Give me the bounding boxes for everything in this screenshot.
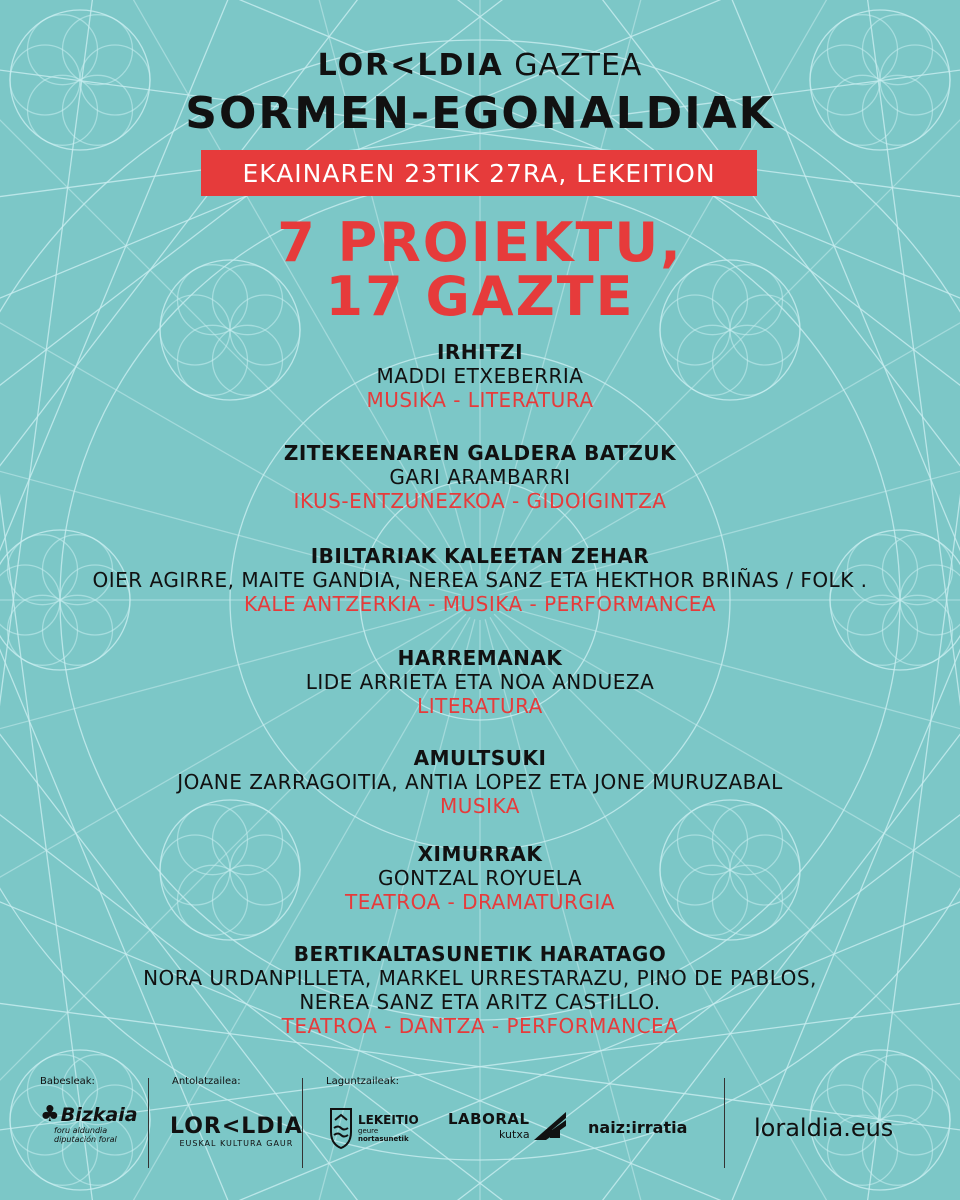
website-url[interactable]: loraldia.eus — [754, 1114, 894, 1142]
project-bertikaltasunetik-haratago — [0, 942, 960, 1038]
lekeitio-sub-2: nortasunetik — [358, 1135, 409, 1143]
page-title: SORMEN-EGONALDIAK — [185, 88, 775, 139]
bizkaia-name: Bizkaia — [60, 1104, 138, 1126]
laboral-sub: kutxa — [499, 1128, 530, 1141]
organizer-label: Antolatzailea: — [172, 1076, 241, 1087]
headline-line-2: 17 GAZTE — [325, 265, 635, 328]
laboral-name: LABORAL — [448, 1110, 530, 1128]
project-people: NORA URDANPILLETA, MARKEL URRESTARAZU, PINO DE PABLOS, — [143, 966, 817, 990]
date-banner: EKAINAREN 23TIK 27RA, LEKEITION — [201, 150, 757, 196]
lekeitio-logo — [328, 1106, 419, 1150]
loraldia-tagline: EUSKAL KULTURA GAUR — [179, 1139, 294, 1148]
footer-divider — [148, 1078, 149, 1168]
project-title: ZITEKEENAREN GALDERA BATZUK — [283, 441, 677, 465]
project-zitekeenaren-galdera-batzuk — [0, 441, 960, 513]
loraldia-name: LOR<LDIA — [170, 1114, 303, 1139]
project-disciplines: LITERATURA — [417, 694, 543, 718]
sponsors-label: Babesleak: — [40, 1076, 95, 1087]
headline-line-1: 7 PROIEKTU, — [277, 211, 683, 274]
tree-icon: ♣ — [40, 1102, 60, 1127]
brand-name: LOR<LDIA — [317, 48, 504, 83]
project-irhitzi — [0, 340, 960, 412]
bizkaia-sub-1: foru aldundia — [54, 1126, 108, 1135]
footer-divider — [724, 1078, 725, 1168]
laboral-kutxa-logo — [448, 1110, 568, 1144]
headline — [0, 211, 960, 328]
project-disciplines: KALE ANTZERKIA - MUSIKA - PERFORMANCEA — [243, 592, 717, 616]
project-disciplines: IKUS-ENTZUNEZKOA - GIDOIGINTZA — [293, 489, 667, 513]
project-people: GARI ARAMBARRI — [389, 465, 571, 489]
bizkaia-sub-2: diputación foral — [54, 1135, 117, 1144]
project-title: IBILTARIAK KALEETAN ZEHAR — [310, 544, 650, 568]
loraldia-logo — [170, 1114, 303, 1148]
naiz-irratia-logo — [588, 1118, 687, 1137]
project-title: AMULTSUKI — [413, 746, 547, 770]
project-people: LIDE ARRIETA ETA NOA ANDUEZA — [305, 670, 655, 694]
project-people: MADDI ETXEBERRIA — [376, 364, 584, 388]
laboral-kutxa-mark-icon — [532, 1110, 568, 1144]
project-title: HARREMANAK — [397, 646, 563, 670]
naiz-irratia-name: naiz:irratia — [588, 1118, 688, 1137]
project-ximurrak — [0, 842, 960, 914]
brand-logo — [0, 48, 960, 83]
project-amultsuki — [0, 746, 960, 818]
lekeitio-shield-icon — [328, 1106, 354, 1150]
project-people: NEREA SANZ ETA ARITZ CASTILLO. — [299, 990, 661, 1014]
project-people: GONTZAL ROYUELA — [377, 866, 583, 890]
project-people: OIER AGIRRE, MAITE GANDIA, NEREA SANZ ETA HEKTHOR BRIÑAS / FOLK . — [92, 568, 868, 592]
lekeitio-sub-1: geure — [358, 1127, 379, 1135]
sponsor-footer — [0, 1070, 960, 1180]
website-link[interactable] — [754, 1114, 893, 1142]
project-disciplines: TEATROA - DANTZA - PERFORMANCEA — [281, 1014, 679, 1038]
project-title: BERTIKALTASUNETIK HARATAGO — [293, 942, 667, 966]
project-ibiltariak-kaleetan-zehar — [0, 544, 960, 616]
project-harremanak — [0, 646, 960, 718]
bizkaia-logo — [40, 1104, 138, 1144]
project-disciplines: MUSIKA — [440, 794, 520, 818]
project-title: IRHITZI — [436, 340, 524, 364]
project-disciplines: MUSIKA - LITERATURA — [366, 388, 594, 412]
project-disciplines: TEATROA - DRAMATURGIA — [345, 890, 615, 914]
collaborators-label: Laguntzaileak: — [326, 1076, 400, 1087]
project-people: JOANE ZARRAGOITIA, ANTIA LOPEZ ETA JONE MURUZABAL — [177, 770, 783, 794]
brand-suffix: GAZTEA — [514, 48, 643, 83]
project-title: XIMURRAK — [417, 842, 543, 866]
lekeitio-name: LEKEITIO — [358, 1113, 419, 1127]
